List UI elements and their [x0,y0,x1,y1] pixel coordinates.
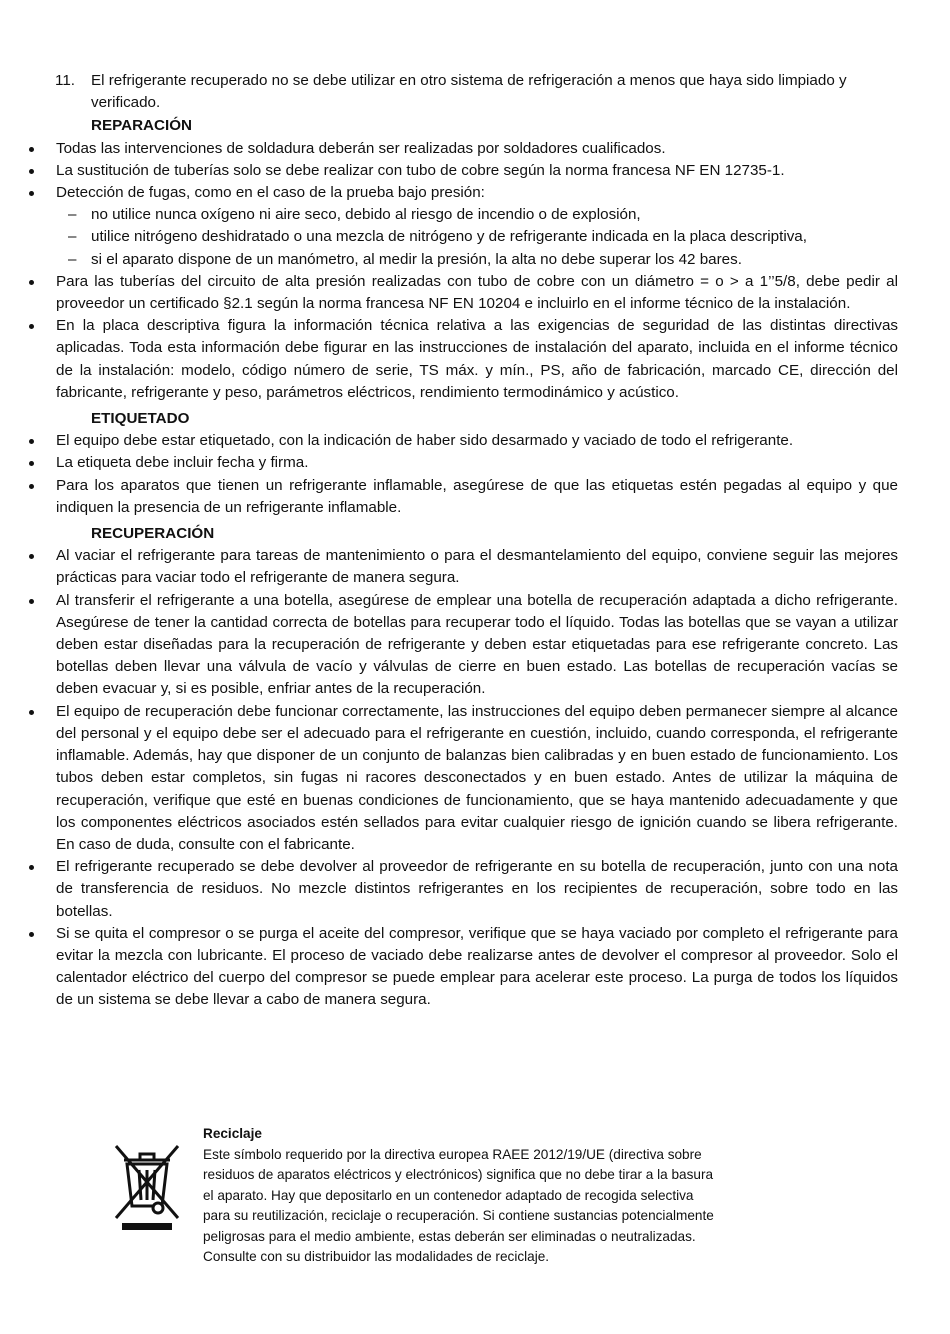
recycling-notice [203,1124,783,1268]
bullet-icon [29,554,34,559]
bullet-icon [29,932,34,937]
heading-recuperacion: RECUPERACIÓN [91,525,215,543]
recycling-title: Reciclaje [203,1126,262,1141]
bullet-icon [29,324,34,329]
recycling-line: Consulte con su distribuidor las modalidades de reciclaje. [203,1249,550,1264]
list-item: Para los aparatos que tienen un refrigerante inflamable, asegúrese de que las etiquetas estén pegadas al equipo y que indiquen la presencia de un refrigerante inflamable. [28,475,898,519]
item-text: El refrigerante recuperado no se debe utilizar en otro sistema de refrigeración a menos que haya sido limpiado y verificado. [91,72,847,112]
dash-icon: – [68,228,77,246]
list-item: Detección de fugas, como en el caso de la prueba bajo presión: [28,182,898,204]
bullet-icon [29,599,34,604]
sub-list-item: – si el aparato dispone de un manómetro, al medir la presión, la alta no debe superar los 42 bares. [28,249,898,271]
item-number: 11. [55,72,75,89]
bullet-icon [29,147,34,152]
list-item: El equipo de recuperación debe funcionar correctamente, las instrucciones del equipo deben permanecer siempre al alcance del personal y el equipo debe ser el adecuado para el refrigerante en cuestión, incluido, cuando corresponda, el refrigerante inflamable. Además, hay que disponer de un conjunto de balanzas bien calibradas y en buen estado de funcionamiento. Los tubos deben estar completos, sin fugas ni racores desconectados y en buen estado. Antes de utilizar la máquina de recuperación, verifique que esté en buenas condiciones de funcionamiento, que se haya mantenido adecuadamente y que los componentes eléctricos asociados estén sellados para evitar cualquier riesgo de ignición cuando se libera refrigerante. En caso de duda, consulte con el fabricante. [28,701,898,856]
numbered-item-11 [28,70,898,114]
recycling-line: residuos de aparatos eléctricos y electrónicos) significa que no debe tirar a la basura [203,1167,714,1182]
recycling-line: el aparato. Hay que depositarlo en un contenedor adaptado de recogida selectiva [203,1187,694,1203]
main-text [28,70,898,1012]
list-item: Para las tuberías del circuito de alta presión realizadas con tubo de cobre con un diámetro = o > a 1’’5/8, debe pedir al proveedor un certificado §2.1 según la norma francesa NF EN 10204 e incluirlo en el informe técnico de la instalación. [28,271,898,315]
dash-icon: – [68,250,77,268]
dash-icon: – [68,206,77,224]
bullet-icon [29,461,34,466]
bullet-icon [29,865,34,870]
recycling-line: para su reutilización, reciclaje o recuperación. Si contiene sustancias potencialmente [203,1208,714,1223]
bullet-icon [29,439,34,444]
list-item: Todas las intervenciones de soldadura deberán ser realizadas por soldadores cualificados. [28,138,898,160]
list-item: Al vaciar el refrigerante para tareas de mantenimiento o para el desmantelamiento del equipo, conviene seguir las mejores prácticas para vaciar todo el refrigerante de manera segura. [28,545,898,589]
list-item: La sustitución de tuberías solo se debe realizar con tubo de cobre según la norma francesa NF EN 12735-1. [28,160,898,182]
sub-list-item: – no utilice nunca oxígeno ni aire seco, debido al riesgo de incendio o de explosión, [28,204,898,226]
list-item: El refrigerante recuperado se debe devolver al proveedor de refrigerante en su botella de recuperación, junto con una nota de transferencia de residuos. No mezcle distintos refrigerantes en los recipientes de recuperación, sobre todo en las botellas. [28,856,898,923]
recycling-line: Este símbolo requerido por la directiva europea RAEE 2012/19/UE (directiva sobre [203,1146,702,1162]
list-item: El equipo debe estar etiquetado, con la indicación de haber sido desarmado y vaciado de todo el refrigerante. [28,430,898,452]
bullet-icon [29,280,34,285]
weee-crossed-bin-icon [112,1140,182,1232]
bullet-icon [29,191,34,196]
heading-reparacion: REPARACIÓN [91,117,192,135]
bullet-icon [29,484,34,489]
list-item: Si se quita el compresor o se purga el aceite del compresor, verifique que se haya vaciado por completo el refrigerante para evitar la mezcla con lubricante. El proceso de vaciado debe realizarse antes de devolver el compresor al proveedor. Solo el calentador eléctrico del cuerpo del compresor se puede emplear para acelerar este proceso. La purga de todos los líquidos de un sistema se debe llevar a cabo de manera segura. [28,923,898,1012]
recycling-line: peligrosas para el medio ambiente, estas deberán ser eliminadas o neutralizadas. [203,1228,696,1244]
sub-list-item: – utilice nitrógeno deshidratado o una mezcla de nitrógeno y de refrigerante indicada en la placa descriptiva, [28,226,898,248]
bullet-icon [29,169,34,174]
bullet-icon [29,710,34,715]
list-item: Al transferir el refrigerante a una botella, asegúrese de emplear una botella de recuperación adaptada a dicho refrigerante. Asegúrese de tener la cantidad correcta de botellas para recuperar todo el líquido. Todas las botellas que se vayan a utilizar deben estar diseñadas para la recuperación de refrigerante y deben estar etiquetadas para ese refrigerante concreto. Las botellas deben llevar una válvula de vacío y válvulas de cierre en buen estado. Las botellas de recuperación vacías se deben evacuar y, si es posible, enfriar antes de la recuperación. [28,590,898,701]
list-item: La etiqueta debe incluir fecha y firma. [28,452,898,474]
list-item: En la placa descriptiva figura la información técnica relativa a las exigencias de seguridad de las distintas directivas aplicadas. Toda esta información debe figurar en las instrucciones de instalación del aparato, incluida en el informe técnico de la instalación: modelo, código número de serie, TS máx. y mín., PS, año de fabricación, marcado CE, dirección del fabricante, refrigerante y peso, parámetros eléctricos, rendimiento termodinámico y acústico. [28,315,898,404]
heading-etiquetado: ETIQUETADO [91,410,190,428]
